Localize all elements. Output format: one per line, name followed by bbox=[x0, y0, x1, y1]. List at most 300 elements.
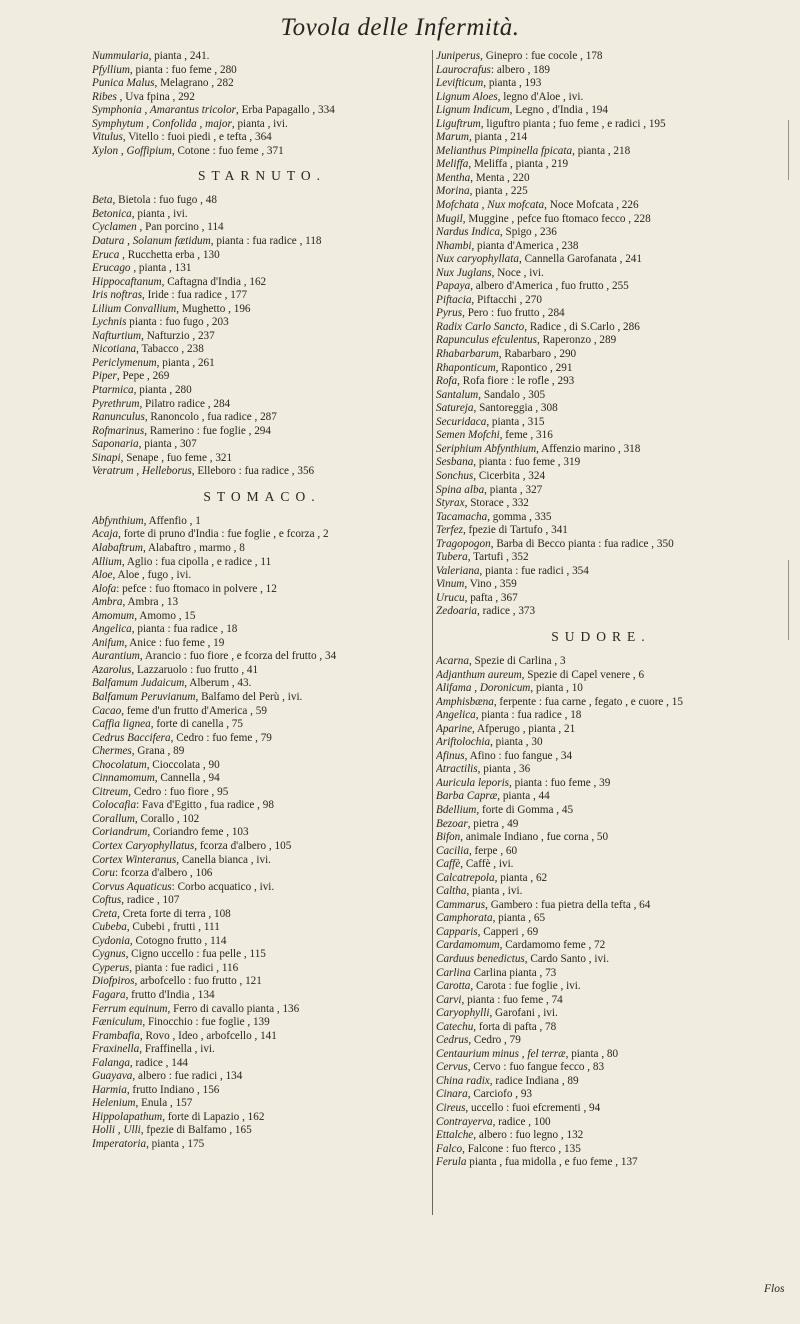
entry-text: , fcorza d'albero , 105 bbox=[194, 839, 292, 852]
entry-term: Lilium Convallium bbox=[92, 302, 177, 315]
entry-term: Tragopogon bbox=[436, 537, 491, 550]
entry-term: Vitulus bbox=[92, 131, 123, 144]
index-entry bbox=[436, 429, 766, 443]
entry-term: Punica Malus bbox=[92, 77, 155, 90]
entry-text: , Cardamomo feme , 72 bbox=[499, 939, 606, 952]
entry-term: Seriphium Abfynthium bbox=[436, 442, 537, 455]
entry-text: , pianta : fuo feme , 319 bbox=[473, 456, 581, 469]
entry-term: Caryophylli bbox=[436, 1007, 490, 1020]
index-entry bbox=[92, 1016, 432, 1030]
index-entry bbox=[436, 777, 766, 791]
entry-text: , Uva fpina , 292 bbox=[116, 90, 195, 103]
entry-text: , pianta , 62 bbox=[494, 871, 548, 884]
index-entry bbox=[92, 330, 432, 344]
entry-text: , pianta , 80 bbox=[565, 1047, 619, 1060]
index-entry bbox=[436, 655, 766, 669]
entry-text: , Noce Mofcata , 226 bbox=[544, 199, 639, 212]
entry-term: Papaya bbox=[436, 280, 471, 293]
entry-term: Corallum bbox=[92, 812, 135, 825]
entry-term: Caffia lignea bbox=[92, 718, 151, 731]
entry-text: , uccello : fuoi efcrementi , 94 bbox=[465, 1102, 601, 1115]
entry-term: Balfamum Judaicum bbox=[92, 677, 185, 690]
entry-term: Citreum bbox=[92, 785, 129, 798]
index-entry bbox=[436, 104, 766, 118]
index-entry bbox=[436, 131, 766, 145]
index-entry bbox=[92, 208, 432, 222]
index-entry bbox=[436, 1156, 766, 1170]
entry-text: , Ranoncolo , fua radice , 287 bbox=[144, 411, 277, 424]
entry-term: Piftacia bbox=[436, 293, 472, 306]
section-heading-sudore: SUDORE. bbox=[551, 628, 651, 644]
entry-text: , Capperi , 69 bbox=[477, 925, 539, 938]
index-entry bbox=[92, 398, 432, 412]
entry-text: , pianta , 218 bbox=[572, 144, 631, 157]
entry-text: , animale Indiano , fue corna , 50 bbox=[460, 831, 609, 844]
entry-term: Adjanthum aureum bbox=[436, 668, 522, 681]
running-head: Tovola delle Infermità. bbox=[280, 14, 520, 41]
entry-text: , Santoreggia , 308 bbox=[473, 402, 558, 415]
entry-term: Cinnamomum bbox=[92, 772, 155, 785]
entry-term: Cyclamen bbox=[92, 221, 137, 234]
index-entry bbox=[92, 677, 432, 691]
entry-term: Rofmarinus bbox=[92, 424, 145, 437]
entry-text: , pianta , 261 bbox=[156, 356, 215, 369]
index-entry bbox=[92, 357, 432, 371]
entry-text: , Coriandro feme , 103 bbox=[147, 826, 249, 839]
index-entry bbox=[436, 763, 766, 777]
index-entry bbox=[92, 316, 432, 330]
entry-text: , Pilatro radice , 284 bbox=[139, 397, 231, 410]
index-entry bbox=[92, 425, 432, 439]
index-entry bbox=[92, 840, 432, 854]
index-entry bbox=[92, 1030, 432, 1044]
entry-term: Vinum bbox=[436, 578, 465, 591]
left-top-list bbox=[92, 50, 432, 158]
entry-term: Lignum Aloes bbox=[436, 90, 498, 103]
entry-text: , Legno , d'India , 194 bbox=[509, 104, 608, 117]
entry-term: Ferrum equinum bbox=[92, 1002, 168, 1015]
entry-text: , Carota : fue foglie , ivi. bbox=[470, 980, 581, 993]
entry-term: Cedrus bbox=[436, 1034, 469, 1047]
index-entry bbox=[92, 1111, 432, 1125]
index-entry bbox=[92, 908, 432, 922]
index-entry bbox=[92, 528, 432, 542]
entry-term: Xylon , Goffipium bbox=[92, 144, 172, 157]
index-entry bbox=[92, 194, 432, 208]
entry-text: , Elleboro : fua radice , 356 bbox=[191, 465, 315, 478]
entry-text: , Cervo : fuo fangue fecco , 83 bbox=[467, 1061, 605, 1074]
index-entry bbox=[92, 935, 432, 949]
index-entry bbox=[436, 790, 766, 804]
entry-text: , frutto Indiano , 156 bbox=[126, 1083, 220, 1096]
entry-term: Camphorata bbox=[436, 912, 493, 925]
entry-term: Frambafia bbox=[92, 1029, 140, 1042]
index-entry bbox=[92, 691, 432, 705]
entry-text: , Rofa fiore : le rofle , 293 bbox=[457, 375, 575, 388]
entry-text: , forte di Gomma , 45 bbox=[476, 803, 574, 816]
index-entry bbox=[92, 1097, 432, 1111]
entry-term: Cacilia bbox=[436, 844, 469, 857]
entry-text: , pianta d'America , 238 bbox=[471, 239, 579, 252]
entry-text: , Iride : fua radice , 177 bbox=[142, 289, 248, 302]
index-entry bbox=[92, 303, 432, 317]
index-entry bbox=[92, 77, 432, 91]
entry-term: Nummularia bbox=[92, 50, 149, 62]
entry-term: Centaurium minus , fel terræ bbox=[436, 1047, 566, 1060]
entry-text: , Grana , 89 bbox=[131, 745, 185, 758]
entry-text: : pefce : fuo ftomaco in polvere , 12 bbox=[116, 582, 277, 595]
entry-term: Allium bbox=[92, 555, 122, 568]
entry-text: , pianta , 30 bbox=[490, 736, 543, 749]
entry-term: Nicotiana bbox=[92, 343, 137, 356]
entry-text: , Afino : fuo fangue , 34 bbox=[464, 749, 573, 762]
entry-text: , Enula , 157 bbox=[135, 1097, 193, 1110]
entry-term: Levifticum bbox=[436, 77, 484, 90]
index-entry bbox=[436, 750, 766, 764]
entry-term: Beta bbox=[92, 194, 113, 207]
index-entry bbox=[436, 267, 766, 281]
entry-term: Nux caryophyllata bbox=[436, 253, 519, 266]
entry-term: Valeriana bbox=[436, 564, 480, 577]
entry-term: Periclymenum bbox=[92, 356, 157, 369]
entry-term: Acarna bbox=[436, 654, 469, 667]
index-entry bbox=[436, 831, 766, 845]
index-entry bbox=[436, 524, 766, 538]
entry-term: Cacao bbox=[92, 704, 122, 717]
entry-term: Juniperus bbox=[436, 50, 481, 62]
entry-term: Morina bbox=[436, 185, 470, 198]
entry-term: Cydonia bbox=[92, 934, 130, 947]
entry-term: Acaja bbox=[92, 528, 119, 541]
entry-term: Piper bbox=[92, 370, 117, 383]
entry-term: Carotta bbox=[436, 980, 471, 993]
entry-text: , ferpe , 60 bbox=[468, 844, 518, 857]
index-entry bbox=[92, 438, 432, 452]
entry-term: Lignum Indicum bbox=[436, 104, 510, 117]
index-entry bbox=[436, 980, 766, 994]
entry-term: Angelica bbox=[436, 709, 476, 722]
index-entry bbox=[92, 732, 432, 746]
entry-text: , gomma , 335 bbox=[487, 510, 552, 523]
index-entry bbox=[92, 370, 432, 384]
entry-text: , pianta : fuo feme , 74 bbox=[461, 993, 563, 1006]
entry-text: , Gambero : fua pietra della tefta , 64 bbox=[485, 898, 651, 911]
entry-term: Nardus Indica bbox=[436, 226, 500, 239]
entry-text: , Canella bianca , ivi. bbox=[176, 853, 271, 866]
index-entry bbox=[436, 253, 766, 267]
entry-text: , Ramerino : fue foglie , 294 bbox=[144, 424, 271, 437]
entry-term: Catechu bbox=[436, 1020, 474, 1033]
index-entry bbox=[436, 77, 766, 91]
entry-term: Melianthus Pimpinella fpicata bbox=[436, 144, 573, 157]
index-entry bbox=[436, 402, 766, 416]
index-entry bbox=[92, 145, 432, 159]
entry-term: Erucago bbox=[92, 262, 131, 275]
index-entry bbox=[92, 826, 432, 840]
entry-term: Diofpiros bbox=[92, 975, 135, 988]
entry-term: Ariftolochia bbox=[436, 736, 491, 749]
entry-text: , Cotogno frutto , 114 bbox=[129, 934, 227, 947]
index-entry bbox=[436, 389, 766, 403]
index-entry bbox=[92, 104, 432, 118]
index-entry bbox=[92, 1043, 432, 1057]
entry-term: Carduus benedictus bbox=[436, 953, 525, 965]
entry-term: Cervus bbox=[436, 1061, 468, 1074]
entry-term: Fagara bbox=[92, 989, 126, 1001]
entry-text: pianta , fua midolla , e fuo feme , 137 bbox=[466, 1156, 638, 1169]
column-divider bbox=[432, 50, 433, 1215]
index-entry bbox=[436, 294, 766, 308]
entry-term: Cubeba bbox=[92, 921, 127, 934]
entry-term: Anifum bbox=[92, 636, 125, 649]
entry-text: , pianta , 193 bbox=[483, 77, 542, 90]
entry-term: Securidaca bbox=[436, 415, 487, 428]
index-entry bbox=[92, 289, 432, 303]
index-entry bbox=[92, 650, 432, 664]
entry-term: Balfamum Peruvianum bbox=[92, 690, 196, 703]
entry-text: , Cardo Santo , ivi. bbox=[524, 953, 609, 965]
entry-term: Lychnis bbox=[92, 316, 127, 329]
entry-text: Carlina pianta , 73 bbox=[470, 966, 557, 979]
entry-text: , pianta , 214 bbox=[468, 131, 528, 144]
index-entry bbox=[92, 131, 432, 145]
section-sudore-list bbox=[436, 655, 766, 1170]
entry-text: , Caftagna d'India , 162 bbox=[161, 275, 267, 288]
right-top-list bbox=[436, 50, 766, 619]
entry-term: Calcatrepola bbox=[436, 871, 495, 884]
index-entry bbox=[436, 1021, 766, 1035]
entry-term: Abfynthium bbox=[92, 514, 144, 527]
index-entry bbox=[92, 921, 432, 935]
entry-text: , pianta , 36 bbox=[477, 763, 531, 776]
entry-term: Spina alba bbox=[436, 483, 485, 496]
entry-text: , pianta : fuo feme , 280 bbox=[129, 63, 237, 76]
index-entry bbox=[436, 592, 766, 606]
entry-term: Betonica bbox=[92, 207, 132, 220]
entry-term: Chermes bbox=[92, 745, 132, 758]
index-entry bbox=[92, 1070, 432, 1084]
index-entry bbox=[436, 213, 766, 227]
index-entry bbox=[436, 682, 766, 696]
entry-term: Afinus bbox=[436, 749, 465, 762]
entry-text: , pianta : fue radici , 116 bbox=[129, 961, 239, 974]
entry-text: , albero d'America , fuo frutto , 255 bbox=[470, 280, 629, 293]
entry-text: : Fava d'Egitto , fua radice , 98 bbox=[136, 799, 274, 812]
index-entry bbox=[436, 723, 766, 737]
index-entry bbox=[436, 818, 766, 832]
index-entry bbox=[436, 967, 766, 981]
entry-term: Cireus bbox=[436, 1102, 466, 1115]
entry-term: Carvi bbox=[436, 993, 462, 1006]
entry-text: , pianta , 10 bbox=[530, 682, 583, 695]
index-entry bbox=[436, 926, 766, 940]
index-entry bbox=[92, 515, 432, 529]
entry-term: Sinapi bbox=[92, 451, 121, 464]
entry-text: , Tabacco , 238 bbox=[136, 343, 204, 356]
index-entry bbox=[436, 348, 766, 362]
entry-term: Radix Carlo Sancto bbox=[436, 320, 525, 333]
entry-text: , Finocchio : fue foglie , 139 bbox=[142, 1016, 270, 1029]
entry-text: , Rabarbaro , 290 bbox=[498, 348, 577, 361]
index-entry bbox=[436, 899, 766, 913]
entry-text: , Storace , 332 bbox=[464, 497, 529, 510]
entry-text: , pianta : fua radice , 118 bbox=[210, 235, 322, 248]
entry-text: , Aloe , fugo , ivi. bbox=[112, 569, 192, 582]
entry-text: , Spigo , 236 bbox=[499, 226, 557, 239]
entry-term: Symphonia , Amarantus tricolor bbox=[92, 104, 236, 117]
entry-text: , Vino , 359 bbox=[464, 578, 517, 591]
entry-text: , Piftacchi , 270 bbox=[471, 293, 542, 306]
index-entry bbox=[436, 1034, 766, 1048]
entry-term: Azarolus bbox=[92, 663, 132, 676]
entry-text: , Ambra , 13 bbox=[122, 596, 179, 609]
entry-text: , albero : fuo legno , 132 bbox=[473, 1129, 584, 1142]
entry-text: , forta di pafta , 78 bbox=[473, 1020, 557, 1033]
index-entry bbox=[92, 411, 432, 425]
entry-text: , Pero : fuo frutto , 284 bbox=[462, 307, 565, 320]
index-entry bbox=[92, 786, 432, 800]
entry-term: Hippolapathum bbox=[92, 1110, 163, 1123]
entry-text: , Pepe , 269 bbox=[116, 370, 170, 383]
index-entry bbox=[92, 235, 432, 249]
index-entry bbox=[436, 158, 766, 172]
index-entry bbox=[92, 637, 432, 651]
entry-text: , Affenzio marino , 318 bbox=[536, 442, 641, 455]
entry-text: : fcorza d'albero , 106 bbox=[115, 867, 213, 880]
entry-term: Alifama , Doronicum bbox=[436, 682, 531, 695]
index-entry bbox=[436, 709, 766, 723]
entry-term: Harmia bbox=[92, 1083, 127, 1096]
index-entry bbox=[92, 718, 432, 732]
index-entry bbox=[436, 1088, 766, 1102]
entry-term: Saponaria bbox=[92, 438, 139, 451]
index-entry bbox=[436, 804, 766, 818]
entry-text: , radice , 144 bbox=[129, 1056, 189, 1069]
index-entry bbox=[436, 362, 766, 376]
entry-text: , pianta , 280 bbox=[133, 384, 192, 397]
index-entry bbox=[92, 556, 432, 570]
entry-text: , Pan porcino , 114 bbox=[136, 221, 224, 234]
entry-text: , Spezie di Carlina , 3 bbox=[468, 654, 566, 667]
entry-term: Semen Mofchi bbox=[436, 429, 500, 442]
index-entry bbox=[92, 759, 432, 773]
entry-text: , Bietola : fuo fugo , 48 bbox=[112, 194, 217, 207]
index-entry bbox=[92, 569, 432, 583]
entry-text: , Fraffinella , ivi. bbox=[139, 1043, 215, 1056]
index-entry bbox=[92, 1003, 432, 1017]
entry-term: Ptarmica bbox=[92, 384, 134, 397]
entry-term: Colocafia bbox=[92, 799, 137, 812]
index-entry bbox=[92, 610, 432, 624]
entry-text: , forte di pruno d'India : fue foglie , e fcorza , 2 bbox=[118, 528, 329, 541]
index-entry bbox=[92, 854, 432, 868]
index-entry bbox=[436, 443, 766, 457]
entry-text: , Cioccolata , 90 bbox=[146, 758, 220, 771]
index-entry bbox=[92, 813, 432, 827]
entry-text: , Melagrano , 282 bbox=[154, 77, 234, 90]
entry-text: , pianta , 131 bbox=[130, 262, 192, 275]
entry-term: Falco bbox=[436, 1142, 463, 1155]
entry-term: Mofchata , Nux mofcata bbox=[436, 199, 545, 212]
entry-term: Caltha bbox=[436, 885, 467, 898]
entry-term: Caffè bbox=[436, 858, 461, 871]
left-column bbox=[92, 50, 432, 1152]
entry-text: , fpezie di Tartufo , 341 bbox=[462, 524, 568, 537]
entry-text: , Muggine , pefce fuo ftomaco fecco , 228 bbox=[462, 212, 651, 225]
entry-text: , Cicerbita , 324 bbox=[473, 469, 546, 482]
entry-text: , pianta , 44 bbox=[497, 790, 550, 803]
index-entry bbox=[436, 226, 766, 240]
index-entry bbox=[436, 994, 766, 1008]
index-entry bbox=[436, 953, 766, 967]
index-entry bbox=[92, 262, 432, 276]
entry-term: Bezoar bbox=[436, 817, 468, 830]
entry-text: , Caffè , ivi. bbox=[460, 858, 514, 871]
index-entry bbox=[92, 1084, 432, 1098]
index-entry bbox=[92, 772, 432, 786]
entry-text: , Meliffa , pianta , 219 bbox=[468, 158, 569, 171]
index-entry bbox=[436, 497, 766, 511]
index-entry bbox=[436, 912, 766, 926]
entry-text: , Arancio : fuo fiore , e fcorza del frutto , 34 bbox=[139, 650, 337, 663]
entry-term: Zedoaria bbox=[436, 605, 478, 618]
index-entry bbox=[92, 452, 432, 466]
entry-term: Aloe bbox=[92, 569, 113, 582]
entry-term: Coru bbox=[92, 867, 116, 880]
entry-text: , pianta , ivi. bbox=[466, 885, 523, 898]
entry-term: Urucu bbox=[436, 591, 465, 604]
entry-text: , Cedro : fuo feme , 79 bbox=[170, 731, 272, 744]
entry-text: , pianta , 315 bbox=[486, 415, 545, 428]
entry-text: , Ginepro : fue cocole , 178 bbox=[480, 50, 603, 62]
entry-term: Cortex Caryophyllatus bbox=[92, 839, 195, 852]
entry-text: , Barba di Becco pianta : fua radice , 350 bbox=[490, 537, 674, 550]
entry-text: , Raperonzo , 289 bbox=[536, 334, 617, 347]
index-entry bbox=[436, 334, 766, 348]
entry-text: , ferpente : fua carne , fegato , e cuore , 15 bbox=[493, 695, 683, 708]
index-entry bbox=[436, 696, 766, 710]
entry-term: Coriandrum bbox=[92, 826, 148, 839]
index-entry bbox=[436, 1061, 766, 1075]
entry-text: , Balfamo del Perù , ivi. bbox=[195, 690, 303, 703]
entry-text: , Senape , fuo feme , 321 bbox=[120, 451, 233, 464]
index-entry bbox=[92, 91, 432, 105]
index-entry bbox=[436, 939, 766, 953]
entry-term: Aparine bbox=[436, 722, 473, 735]
index-entry bbox=[436, 484, 766, 498]
entry-text: , pianta , 175 bbox=[146, 1138, 205, 1151]
index-entry bbox=[436, 551, 766, 565]
entry-text: , pianta : fue radici , 354 bbox=[479, 564, 589, 577]
entry-term: Rapunculus efculentus bbox=[436, 334, 537, 347]
entry-term: Ranunculus bbox=[92, 411, 145, 424]
entry-term: Helenium bbox=[92, 1097, 136, 1110]
entry-term: Rhaponticum bbox=[436, 361, 496, 374]
index-entry bbox=[436, 1102, 766, 1116]
entry-term: Bdellium bbox=[436, 803, 477, 816]
entry-text: , pianta , ivi. bbox=[131, 207, 188, 220]
entry-term: Atractilis bbox=[436, 763, 478, 776]
entry-term: Auricula leporis bbox=[436, 776, 510, 789]
index-entry bbox=[92, 948, 432, 962]
entry-term: Ribes bbox=[92, 90, 117, 103]
index-entry bbox=[436, 307, 766, 321]
index-entry bbox=[436, 669, 766, 683]
entry-term: Cortex Winteranus bbox=[92, 853, 177, 866]
entry-term: Ambra bbox=[92, 596, 123, 609]
index-entry bbox=[436, 1007, 766, 1021]
entry-text: , Sandalo , 305 bbox=[478, 388, 546, 401]
